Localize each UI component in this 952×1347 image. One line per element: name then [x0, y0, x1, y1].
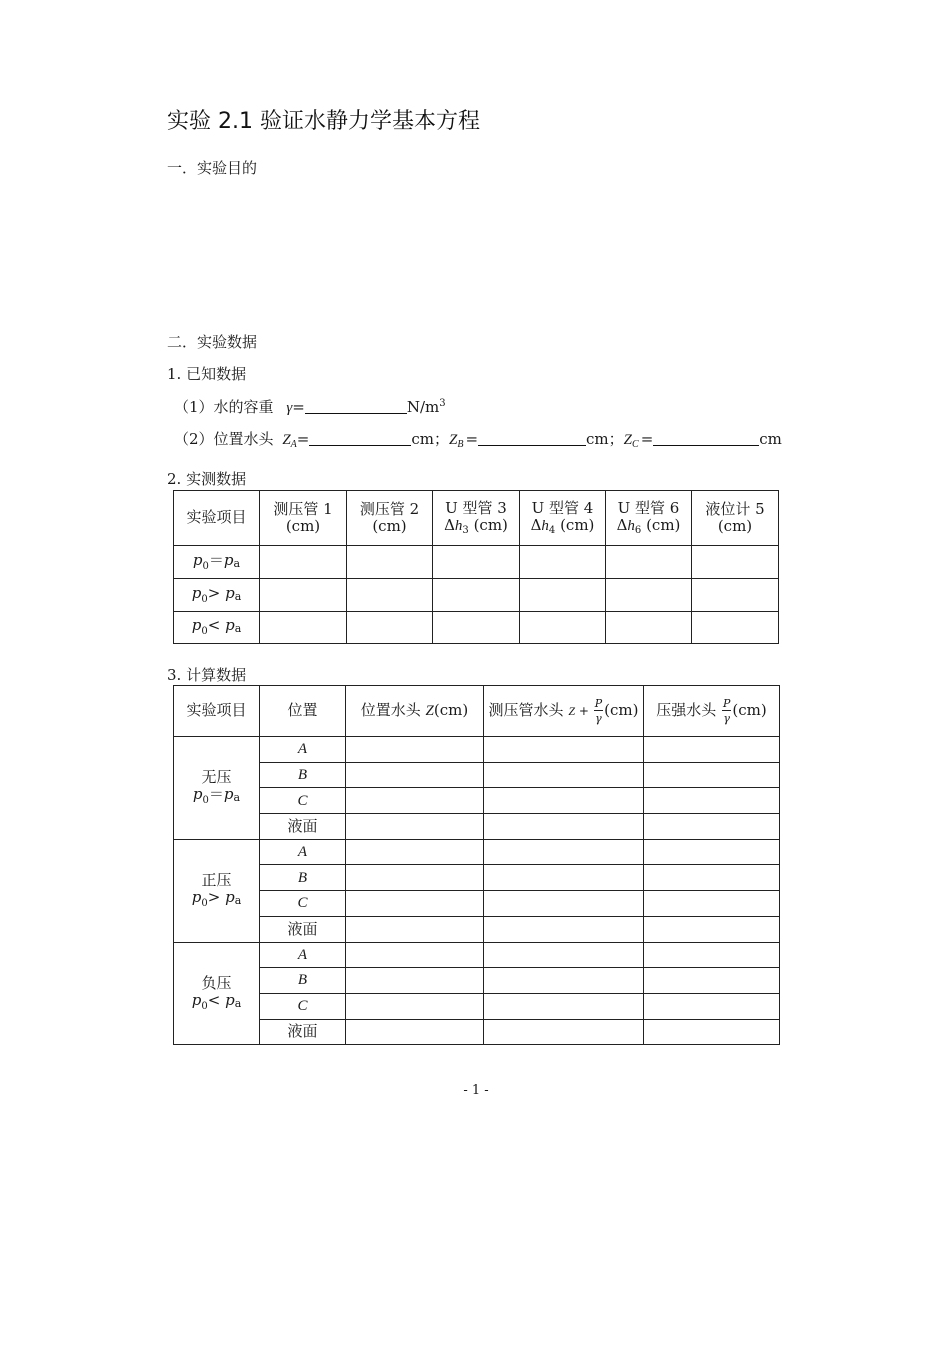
cm-unit: cm	[411, 430, 434, 448]
position-head-label: （2）位置水头	[174, 430, 274, 448]
data-cell[interactable]	[520, 579, 606, 612]
position-cell: A	[260, 839, 346, 865]
data-cell[interactable]	[346, 839, 484, 865]
condition-cell: $p_0>$ pa	[174, 579, 260, 612]
data-cell[interactable]	[347, 579, 433, 612]
data-cell[interactable]	[692, 546, 779, 579]
section-objective-heading: 一．实验目的	[167, 159, 258, 177]
data-cell[interactable]	[260, 546, 347, 579]
equals-sign: =	[640, 430, 654, 448]
table-row	[174, 916, 780, 942]
data-cell[interactable]	[484, 916, 644, 942]
page-number: - 1 -	[463, 1083, 489, 1098]
table-row	[174, 993, 780, 1019]
data-cell[interactable]	[484, 942, 644, 968]
table-row	[174, 968, 780, 994]
position-cell: 液面	[260, 814, 346, 840]
data-cell[interactable]	[484, 1019, 644, 1045]
known-data-heading: 1. 已知数据	[167, 365, 247, 383]
data-cell[interactable]	[644, 814, 780, 840]
equals-sign: =	[292, 398, 305, 416]
unit-weight-label: （1）水的容重	[174, 398, 274, 416]
data-cell[interactable]	[644, 891, 780, 917]
data-cell[interactable]	[346, 788, 484, 814]
data-cell[interactable]	[520, 612, 606, 644]
header-cell: 测压管 1 (cm)	[260, 491, 347, 546]
position-cell: C	[260, 993, 346, 1019]
data-cell[interactable]	[644, 916, 780, 942]
zc-subscript: C	[632, 439, 639, 450]
data-cell[interactable]	[484, 968, 644, 994]
table-row	[174, 612, 779, 644]
table-row	[174, 891, 780, 917]
data-cell[interactable]	[346, 993, 484, 1019]
calculated-data-table	[173, 685, 780, 1045]
data-cell[interactable]	[644, 968, 780, 994]
header-cell: U 型管 6 $\Delta h_6$ (cm)	[606, 491, 692, 546]
measured-data-heading: 2. 实测数据	[167, 470, 247, 488]
unit-exponent: 3	[439, 398, 446, 409]
gamma-symbol: γ	[286, 400, 293, 416]
header-cell: U 型管 3 $\Delta h_3$ (cm)	[433, 491, 520, 546]
data-cell[interactable]	[260, 579, 347, 612]
unit-nm: N/m	[406, 398, 440, 416]
data-cell[interactable]	[606, 579, 692, 612]
position-cell: B	[260, 762, 346, 788]
condition-cell: $p_0<$ pa	[174, 612, 260, 644]
data-cell[interactable]	[520, 546, 606, 579]
data-cell[interactable]	[347, 546, 433, 579]
table-header-row	[174, 686, 780, 737]
header-cell: 实验项目	[174, 686, 260, 737]
header-cell: 位置水头 Z(cm)	[346, 686, 484, 737]
position-cell: 液面	[260, 1019, 346, 1045]
calculated-data-heading: 3. 计算数据	[167, 666, 247, 684]
data-cell[interactable]	[484, 814, 644, 840]
pressure-fraction: $\frac{P}{\gamma}$	[723, 697, 731, 725]
table-row	[174, 546, 779, 579]
data-cell[interactable]	[606, 546, 692, 579]
data-cell[interactable]	[484, 737, 644, 763]
data-cell[interactable]	[644, 762, 780, 788]
za-symbol: Z	[282, 432, 291, 448]
table-row	[174, 788, 780, 814]
pressure-fraction: $\frac{P}{\gamma}$	[594, 697, 603, 725]
data-cell[interactable]	[644, 865, 780, 891]
water-unit-weight-line	[174, 396, 446, 417]
data-cell[interactable]	[346, 814, 484, 840]
table-row	[174, 762, 780, 788]
group-no-pressure: 无压 $p_0=pa$	[174, 737, 260, 840]
cm-unit: cm	[759, 430, 782, 448]
data-cell[interactable]	[692, 579, 779, 612]
data-cell[interactable]	[484, 865, 644, 891]
table-header-row	[174, 491, 779, 546]
header-cell: 位置	[260, 686, 346, 737]
data-cell[interactable]	[692, 612, 779, 644]
table-row	[174, 1019, 780, 1045]
zb-blank[interactable]	[478, 430, 586, 446]
data-cell[interactable]	[484, 762, 644, 788]
data-cell[interactable]	[644, 839, 780, 865]
position-cell: 液面	[260, 916, 346, 942]
data-cell[interactable]	[346, 968, 484, 994]
equals-sign: =	[465, 430, 479, 448]
table-row	[174, 942, 780, 968]
data-cell[interactable]	[346, 737, 484, 763]
position-cell: C	[260, 788, 346, 814]
position-cell: B	[260, 865, 346, 891]
data-cell[interactable]	[644, 1019, 780, 1045]
table-row	[174, 579, 779, 612]
group-positive-pressure: 正压 $p_0>$ pa	[174, 839, 260, 942]
position-cell: A	[260, 737, 346, 763]
data-cell[interactable]	[433, 579, 520, 612]
data-cell[interactable]	[347, 612, 433, 644]
page-title: 实验 2.1 验证水静力学基本方程	[167, 109, 480, 134]
table-row	[174, 737, 780, 763]
data-cell[interactable]	[433, 546, 520, 579]
group-negative-pressure: 负压 $p_0<$ pa	[174, 942, 260, 1045]
header-cell: 测压管水头 Z + $\frac{P}{\gamma}$ (cm)	[484, 686, 644, 737]
data-cell[interactable]	[433, 612, 520, 644]
table-row	[174, 865, 780, 891]
zc-symbol: Z	[623, 432, 633, 448]
data-cell[interactable]	[484, 993, 644, 1019]
zb-symbol: Z	[449, 432, 458, 448]
equals-sign: =	[296, 430, 310, 448]
data-cell[interactable]	[484, 891, 644, 917]
header-cell: 液位计 5 (cm)	[692, 491, 779, 546]
header-cell: 压强水头 $\frac{P}{\gamma}$ (cm)	[644, 686, 780, 737]
data-cell[interactable]	[346, 916, 484, 942]
data-cell[interactable]	[260, 612, 347, 644]
position-cell: C	[260, 891, 346, 917]
position-head-line	[174, 428, 782, 450]
zb-subscript: B	[457, 439, 464, 450]
data-cell[interactable]	[346, 865, 484, 891]
separator: ；	[608, 430, 624, 448]
data-cell[interactable]	[644, 942, 780, 968]
data-cell[interactable]	[484, 839, 644, 865]
measured-data-table	[173, 490, 779, 644]
section-data-heading: 二．实验数据	[167, 333, 258, 351]
position-cell: A	[260, 942, 346, 968]
data-cell[interactable]	[644, 788, 780, 814]
data-cell[interactable]	[606, 612, 692, 644]
data-cell[interactable]	[644, 737, 780, 763]
za-subscript: A	[290, 439, 297, 450]
data-cell[interactable]	[346, 1019, 484, 1045]
za-blank[interactable]	[309, 430, 411, 446]
cm-unit: cm	[586, 430, 609, 448]
data-cell[interactable]	[346, 762, 484, 788]
data-cell[interactable]	[346, 942, 484, 968]
separator: ；	[433, 430, 449, 448]
header-cell: 实验项目	[174, 491, 260, 546]
unit-weight-blank[interactable]	[305, 398, 407, 414]
data-cell[interactable]	[644, 993, 780, 1019]
header-cell: 测压管 2 (cm)	[347, 491, 433, 546]
header-cell: U 型管 4 $\Delta h_4$ (cm)	[520, 491, 606, 546]
condition-cell: $p_0=pa$	[174, 546, 260, 579]
table-row	[174, 814, 780, 840]
zc-blank[interactable]	[653, 430, 759, 446]
table-row	[174, 839, 780, 865]
data-cell[interactable]	[346, 891, 484, 917]
data-cell[interactable]	[484, 788, 644, 814]
position-cell: B	[260, 968, 346, 994]
